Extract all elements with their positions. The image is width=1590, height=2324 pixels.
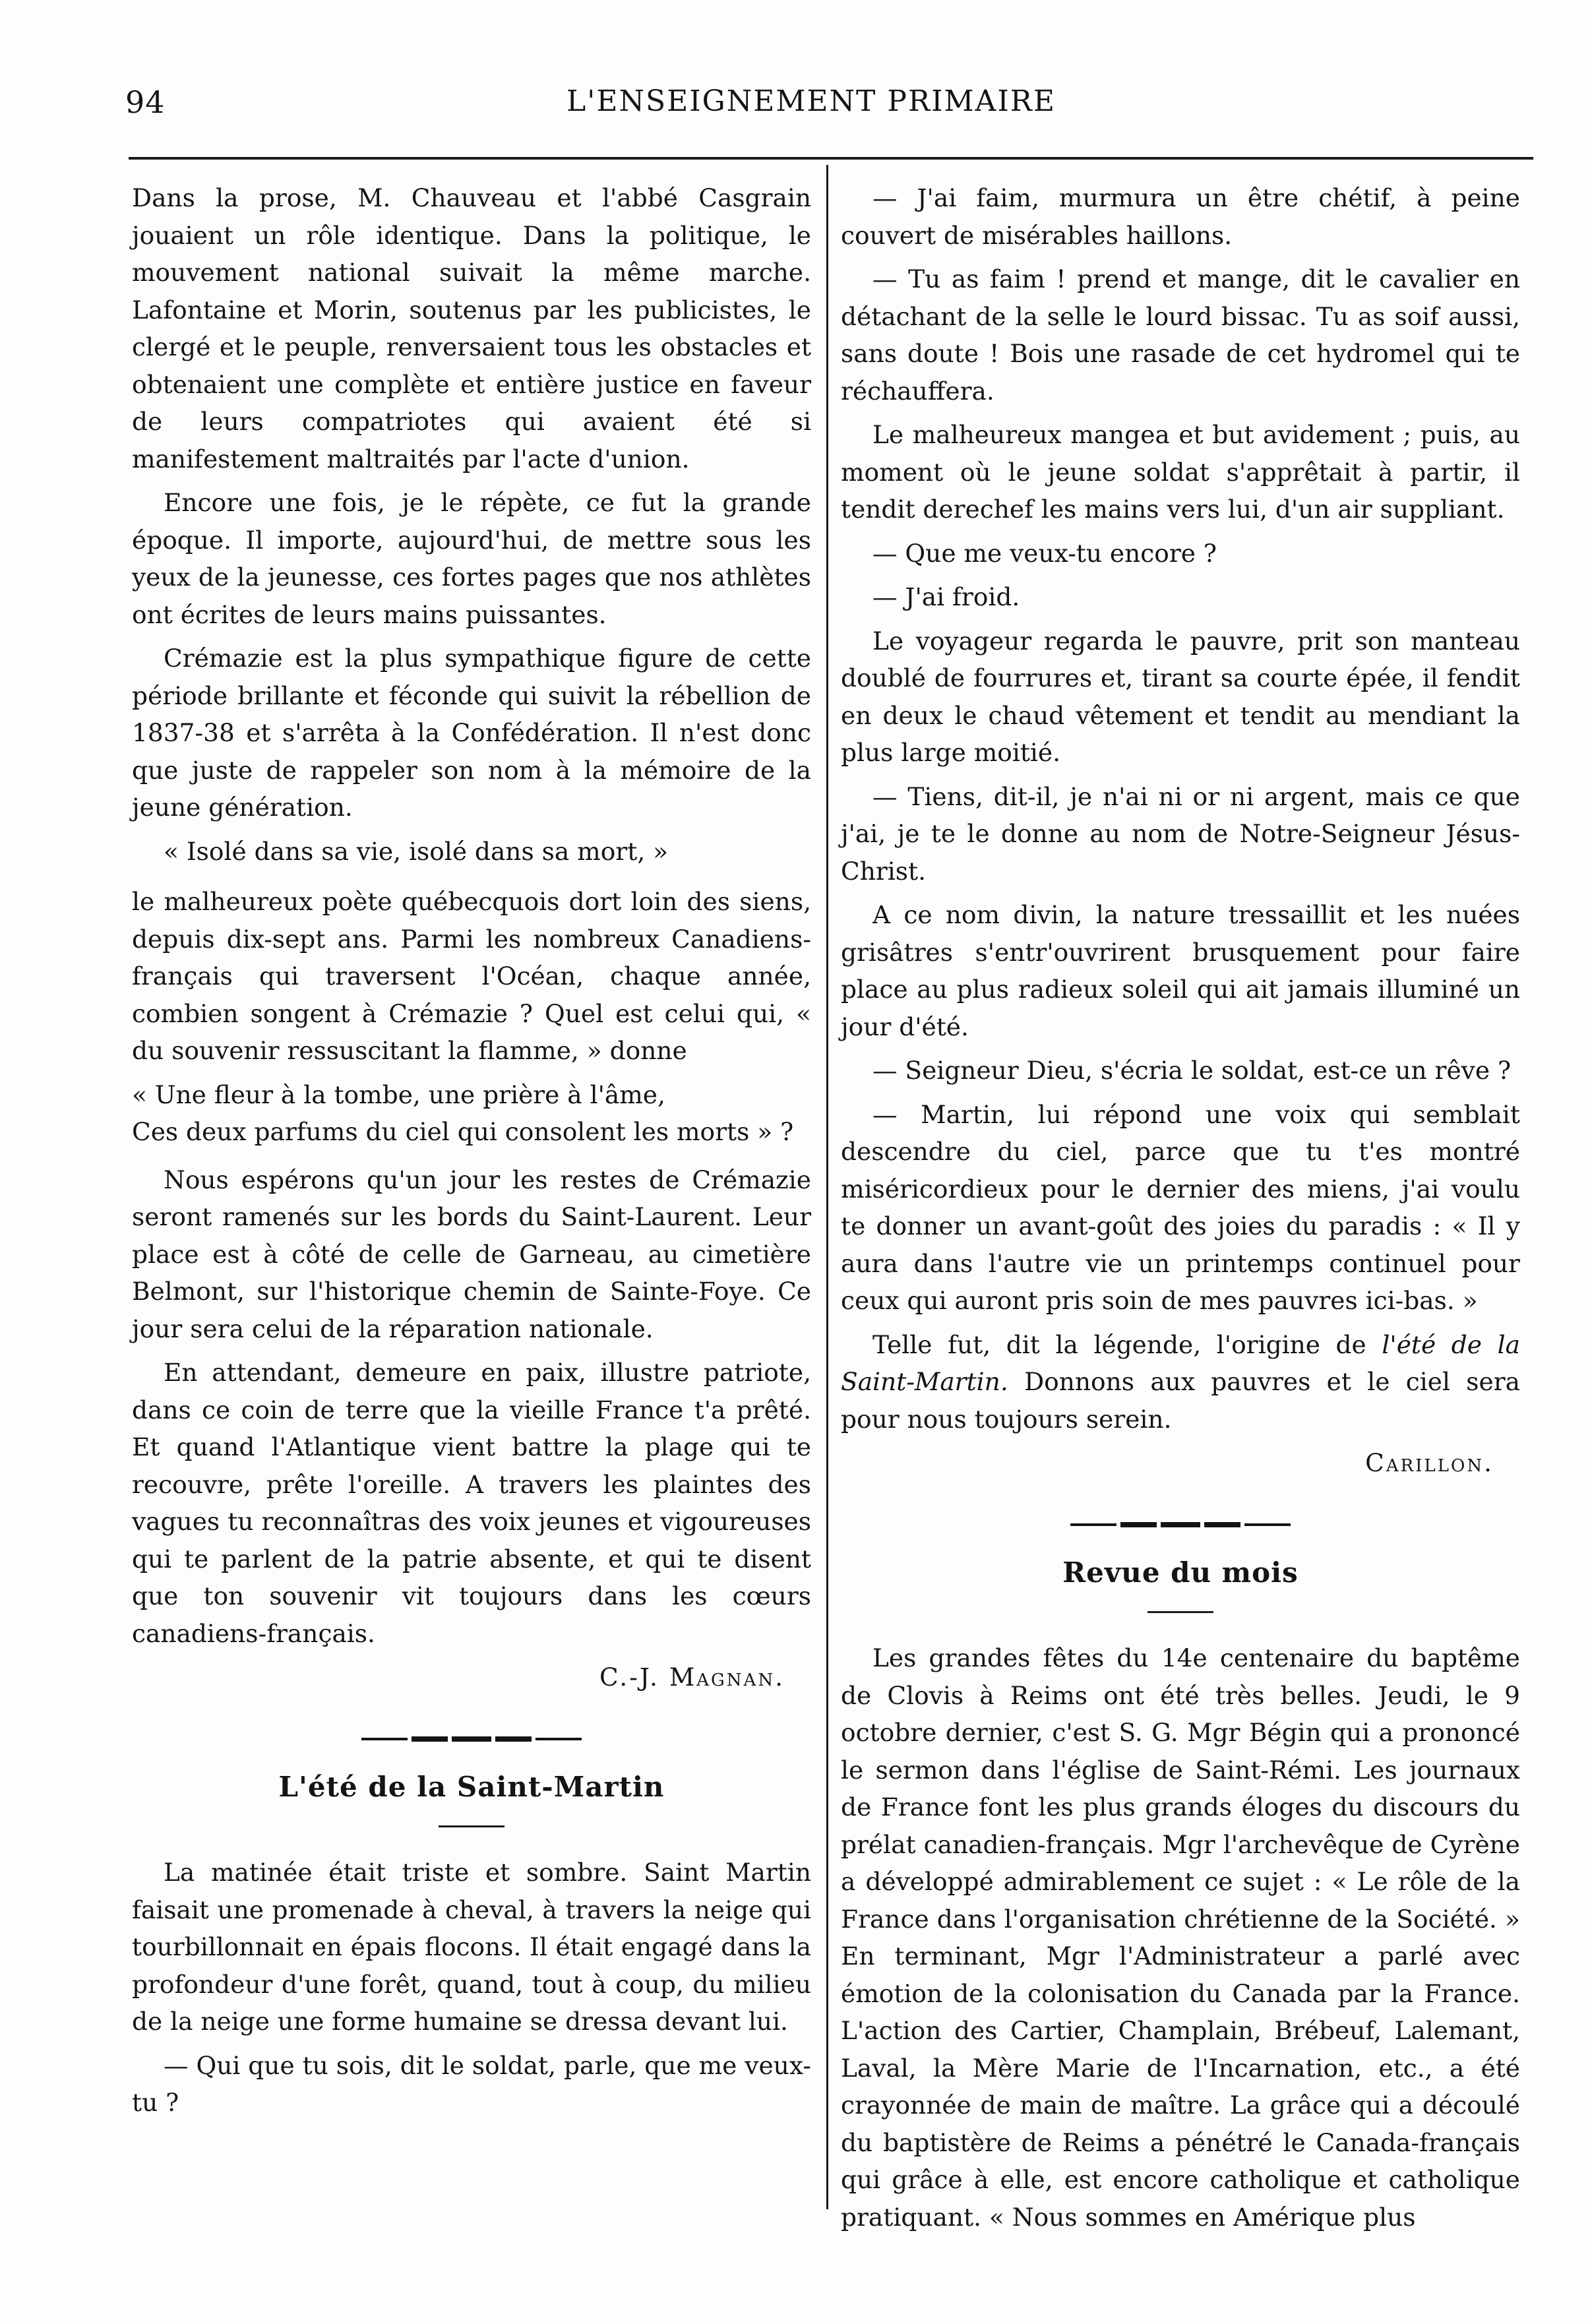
column-divider xyxy=(826,165,828,2209)
right-column xyxy=(841,179,1520,2242)
paragraph xyxy=(841,1326,1520,1438)
section-ornament xyxy=(132,1734,811,1744)
paragraph: Dans la prose, M. Chauveau et l'abbé Casgrain jouaient un rôle identique. Dans la politique, le mouvement national suivait la même marche. Lafontaine et Morin, soutenus par les publicistes, le clergé et le peuple, renversaient tous les obstacles et obtenaient une complète et entière justice en faveur de leurs compatriotes qui avaient été si manifestement maltraités par l'acte d'union. xyxy=(132,183,811,474)
paragraph: A ce nom divin, la nature tressaillit et les nuées grisâtres s'entr'ouvrirent brusquement pour faire place au plus radieux soleil qui ait jamais illuminé un jour d'été. xyxy=(841,900,1520,1041)
title-rule xyxy=(1147,1611,1213,1613)
block-quote xyxy=(132,833,811,871)
paragraph: En attendant, demeure en paix, illustre patriote, dans ce coin de terre que la vieille France t'a prêté. Et quand l'Atlantique vient battre la plage qui te recouvre, prête l'oreille. A travers les plaintes des vagues tu reconnaîtras des voix jeunes et vigoureuses qui te parlent de la patrie absente, et qui te disent que ton souvenir vit toujours dans les cœurs canadiens-français. xyxy=(132,1358,811,1648)
page-header xyxy=(125,73,1497,125)
paragraph: Nous espérons qu'un jour les restes de Crémazie seront ramenés sur les bords du Saint-Laurent. Leur place est à côté de celle de Garneau, au cimetière Belmont, sur l'historique chemin de Sainte-Foye. Ce jour sera celui de la réparation nationale. xyxy=(132,1165,811,1343)
verse-quote xyxy=(132,1076,811,1151)
paragraph: Crémazie est la plus sympathique figure de cette période brillante et féconde qui suivit la rébellion de 1837-38 et s'arrêta à la Confédération. Il n'est donc que juste de rappeler son nom à la mémoire de la jeune génération. xyxy=(132,644,811,822)
section-ornament xyxy=(841,1520,1520,1529)
running-title: L'ENSEIGNEMENT PRIMAIRE xyxy=(566,84,1056,118)
quote-line: « Isolé dans sa vie, isolé dans sa mort, » xyxy=(164,836,669,866)
paragraph: Le malheureux mangea et but avidement ; puis, au moment où le jeune soldat s'apprêtait à partir, il tendit derechef les mains vers lui, d'un air suppliant. xyxy=(841,420,1520,524)
page-number: 94 xyxy=(125,84,166,120)
paragraph: Le voyageur regarda le pauvre, prit son manteau doublé de fourrures et, tirant sa courte épée, il fendit en deux le chaud vêtement et tendit au mendiant la plus large moitié. xyxy=(841,626,1520,767)
text-run: Donnons aux pauvres et le ciel sera pour nous toujours serein. xyxy=(841,1367,1520,1434)
paragraph: Les grandes fêtes du 14e centenaire du baptême de Clovis à Reims ont été très belles. Jeudi, le 9 octobre dernier, c'est S. G. Mgr Bégin qui a prononcé le sermon dans l'église de Saint-Rémi. Les journaux de France font les plus grands éloges du discours du prélat canadien-français. Mgr l'archevêque de Cyrène a développé admirablement ce sujet : « Le rôle de la France dans l'organisation chrétienne de la Société. » En terminant, Mgr l'Administrateur a parlé avec émotion de la colonisation du Canada par la France. L'action des Cartier, Champlain, Brébeuf, Lalemant, Laval, la Mère Marie de l'Incarnation, etc., a été crayonnée de main de maître. La grâce qui a découlé du baptistère de Reims a pénétré le Canada-français qui grâce à elle, est encore catholique et catholique pratiquant. « Nous sommes en Amérique plus xyxy=(841,1643,1520,2232)
author-signature: Carillon. xyxy=(1365,1448,1494,1477)
title-rule xyxy=(439,1825,505,1827)
author-signature: C.-J. Magnan. xyxy=(599,1663,785,1692)
paragraph: — Tiens, dit-il, je n'ai ni or ni argent, mais ce que j'ai, je te le donne au nom de Notre-Seigneur Jésus-Christ. xyxy=(841,781,1520,886)
header-rule xyxy=(129,157,1533,160)
paragraph: le malheureux poète québecquois dort loin des siens, depuis dix-sept ans. Parmi les nombreux Canadiens-français qui traversent l'Océan, chaque année, combien songent à Crémazie ? Quel est celui qui, « du souvenir ressuscitant la flamme, » donne xyxy=(132,887,811,1065)
section-title: Revue du mois xyxy=(1062,1556,1299,1589)
paragraph: La matinée était triste et sombre. Saint Martin faisait une promenade à cheval, à travers la neige qui tourbillonnait en épais flocons. Il était engagé dans la profondeur d'une forêt, quand, tout à coup, du milieu de la neige une forme humaine se dressa devant lui. xyxy=(132,1858,811,2036)
paragraph: — Tu as faim ! prend et mange, dit le cavalier en détachant de la selle le lourd bissac. Tu as soif aussi, sans doute ! Bois une rasade de cet hydromel qui te réchauffera. xyxy=(841,264,1520,406)
paragraph: — Martin, lui répond une voix qui semblait descendre du ciel, parce que tu t'es montré miséricordieux pour le dernier des miens, j'ai voulu te donner un avant-goût des joies du paradis : « Il y aura dans l'autre vie un printemps continuel pour ceux qui auront pris soin de mes pauvres ici-bas. » xyxy=(841,1099,1520,1315)
verse-line: « Une fleur à la tombe, une prière à l'âme, xyxy=(132,1080,665,1109)
text-run: Telle fut, dit la légende, l'origine de xyxy=(872,1330,1382,1359)
verse-line: Ces deux parfums du ciel qui consolent les morts » ? xyxy=(132,1117,794,1146)
paragraph: — Seigneur Dieu, s'écria le soldat, est-ce un rêve ? xyxy=(872,1056,1512,1085)
paragraph: Encore une fois, je le répète, ce fut la grande époque. Il importe, aujourd'hui, de mettre sous les yeux de la jeunesse, ces fortes pages que nos athlètes ont écrites de leurs mains puissantes. xyxy=(132,488,811,629)
section-title: L'été de la Saint-Martin xyxy=(278,1770,665,1803)
paragraph: — Que me veux-tu encore ? xyxy=(872,538,1217,568)
paragraph: — J'ai froid. xyxy=(872,582,1020,611)
paragraph: — J'ai faim, murmura un être chétif, à peine couvert de misérables haillons. xyxy=(841,183,1520,250)
italic-title: l'été de la Saint-Martin. xyxy=(841,1330,1520,1396)
paragraph: — Qui que tu sois, dit le soldat, parle, que me veux-tu ? xyxy=(132,2050,811,2117)
left-column xyxy=(132,179,811,2128)
